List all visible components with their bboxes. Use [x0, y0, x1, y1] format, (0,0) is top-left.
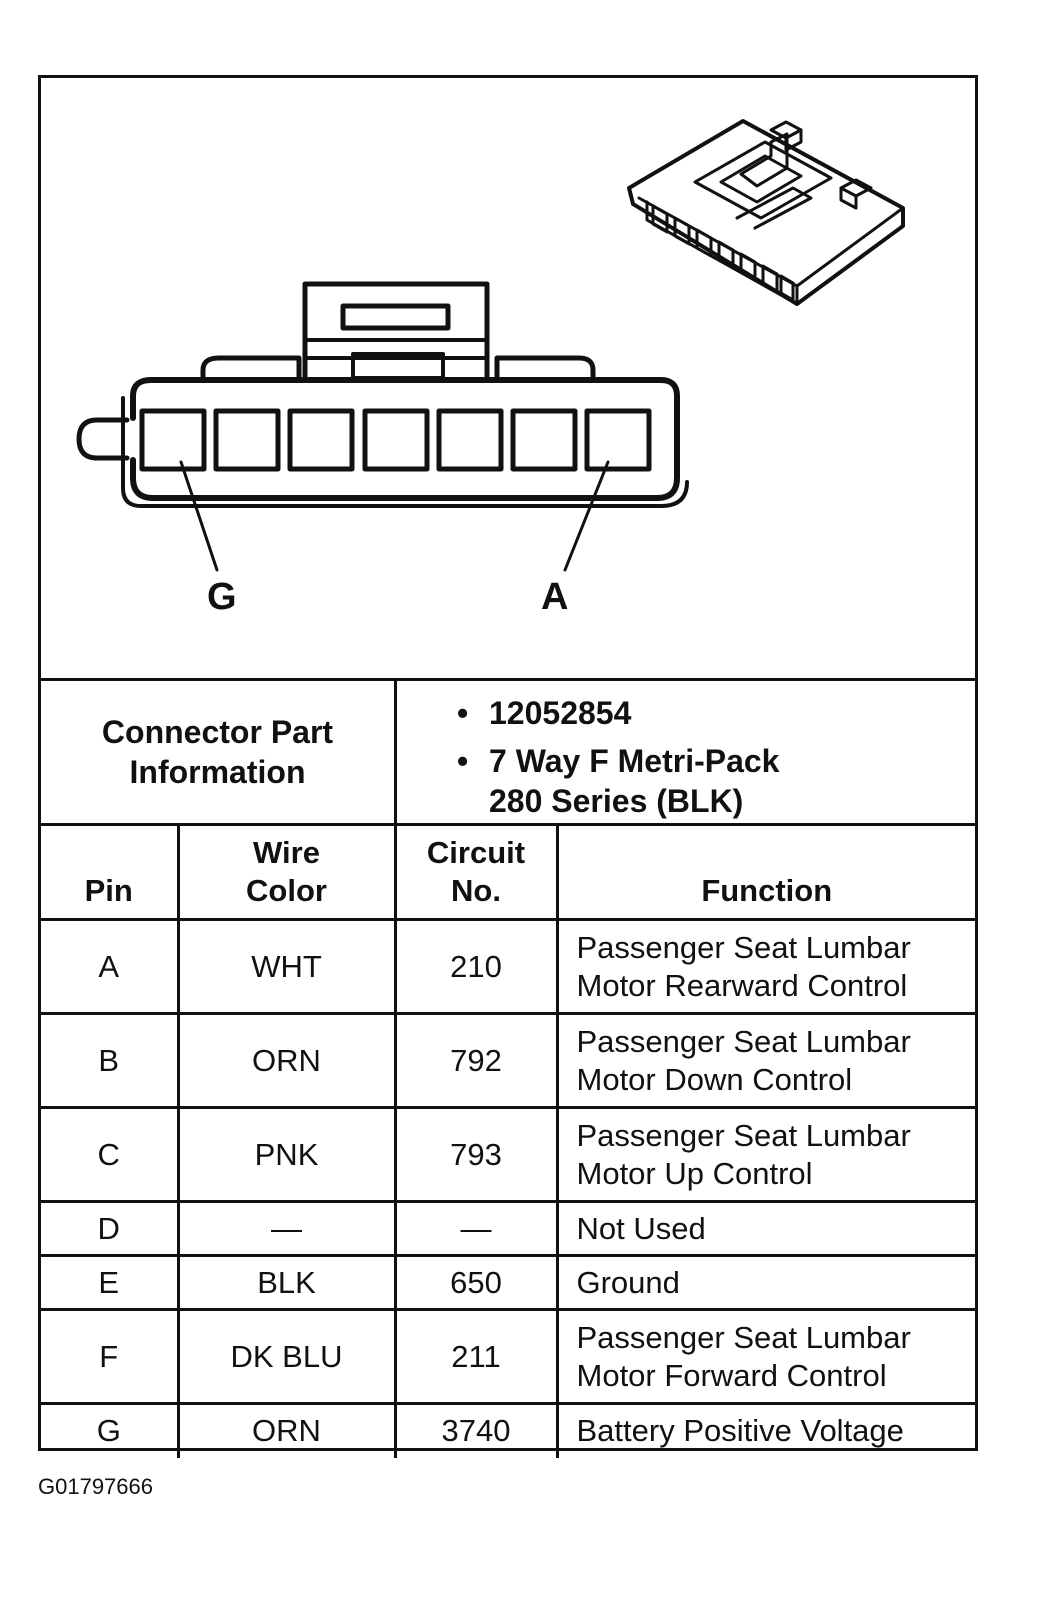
header-wire-color: Wire Color — [178, 825, 395, 920]
header-function: Function — [557, 825, 975, 920]
function-cell: Battery Positive Voltage — [557, 1404, 975, 1458]
connector-part-info — [41, 678, 975, 823]
header-circuit-no: Circuit No. — [395, 825, 557, 920]
table-header-row — [41, 825, 975, 920]
connector-part-info-label: Connector Part Information — [41, 681, 397, 823]
table-row — [41, 1256, 975, 1310]
wire-color-cell: ORN — [178, 1404, 395, 1458]
function-cell: Passenger Seat Lumbar Motor Up Control — [557, 1108, 975, 1202]
function-cell: Passenger Seat Lumbar Motor Forward Control — [557, 1310, 975, 1404]
connector-frame — [38, 75, 978, 1451]
circuit-cell: 211 — [395, 1310, 557, 1404]
circuit-cell: 650 — [395, 1256, 557, 1310]
pin-label-g: G — [207, 576, 237, 618]
connector-illustration — [41, 78, 975, 678]
pin-cell: D — [41, 1202, 178, 1256]
connector-face-view — [79, 284, 687, 570]
pin-cell: B — [41, 1014, 178, 1108]
circuit-cell: 792 — [395, 1014, 557, 1108]
pin-cell: A — [41, 920, 178, 1014]
wire-color-cell: — — [178, 1202, 395, 1256]
circuit-cell: 3740 — [395, 1404, 557, 1458]
table-row — [41, 1108, 975, 1202]
wire-color-cell: PNK — [178, 1108, 395, 1202]
part-number: • 12052854 — [457, 693, 975, 733]
table-row — [41, 1310, 975, 1404]
function-cell: Passenger Seat Lumbar Motor Down Control — [557, 1014, 975, 1108]
wire-color-cell: ORN — [178, 1014, 395, 1108]
connector-isometric-view — [629, 121, 903, 304]
figure-id: G01797666 — [38, 1474, 153, 1499]
table-row — [41, 1404, 975, 1458]
table-row — [41, 920, 975, 1014]
pin-cell: E — [41, 1256, 178, 1310]
wire-color-cell: WHT — [178, 920, 395, 1014]
function-cell: Not Used — [557, 1202, 975, 1256]
table-row — [41, 1014, 975, 1108]
circuit-cell: 793 — [395, 1108, 557, 1202]
header-pin: Pin — [41, 825, 178, 920]
wire-color-cell: DK BLU — [178, 1310, 395, 1404]
wire-color-cell: BLK — [178, 1256, 395, 1310]
connector-description: • 7 Way F Metri-Pack 280 Series (BLK) — [457, 741, 975, 821]
pin-cell: C — [41, 1108, 178, 1202]
pin-label-a: A — [541, 576, 569, 618]
connector-diagram — [41, 78, 975, 678]
circuit-cell: 210 — [395, 920, 557, 1014]
connector-part-info-values — [397, 681, 975, 823]
pin-cell: F — [41, 1310, 178, 1404]
table-row — [41, 1202, 975, 1256]
pin-table — [41, 823, 975, 1458]
function-cell: Passenger Seat Lumbar Motor Rearward Control — [557, 920, 975, 1014]
circuit-cell: — — [395, 1202, 557, 1256]
function-cell: Ground — [557, 1256, 975, 1310]
pin-cell: G — [41, 1404, 178, 1458]
